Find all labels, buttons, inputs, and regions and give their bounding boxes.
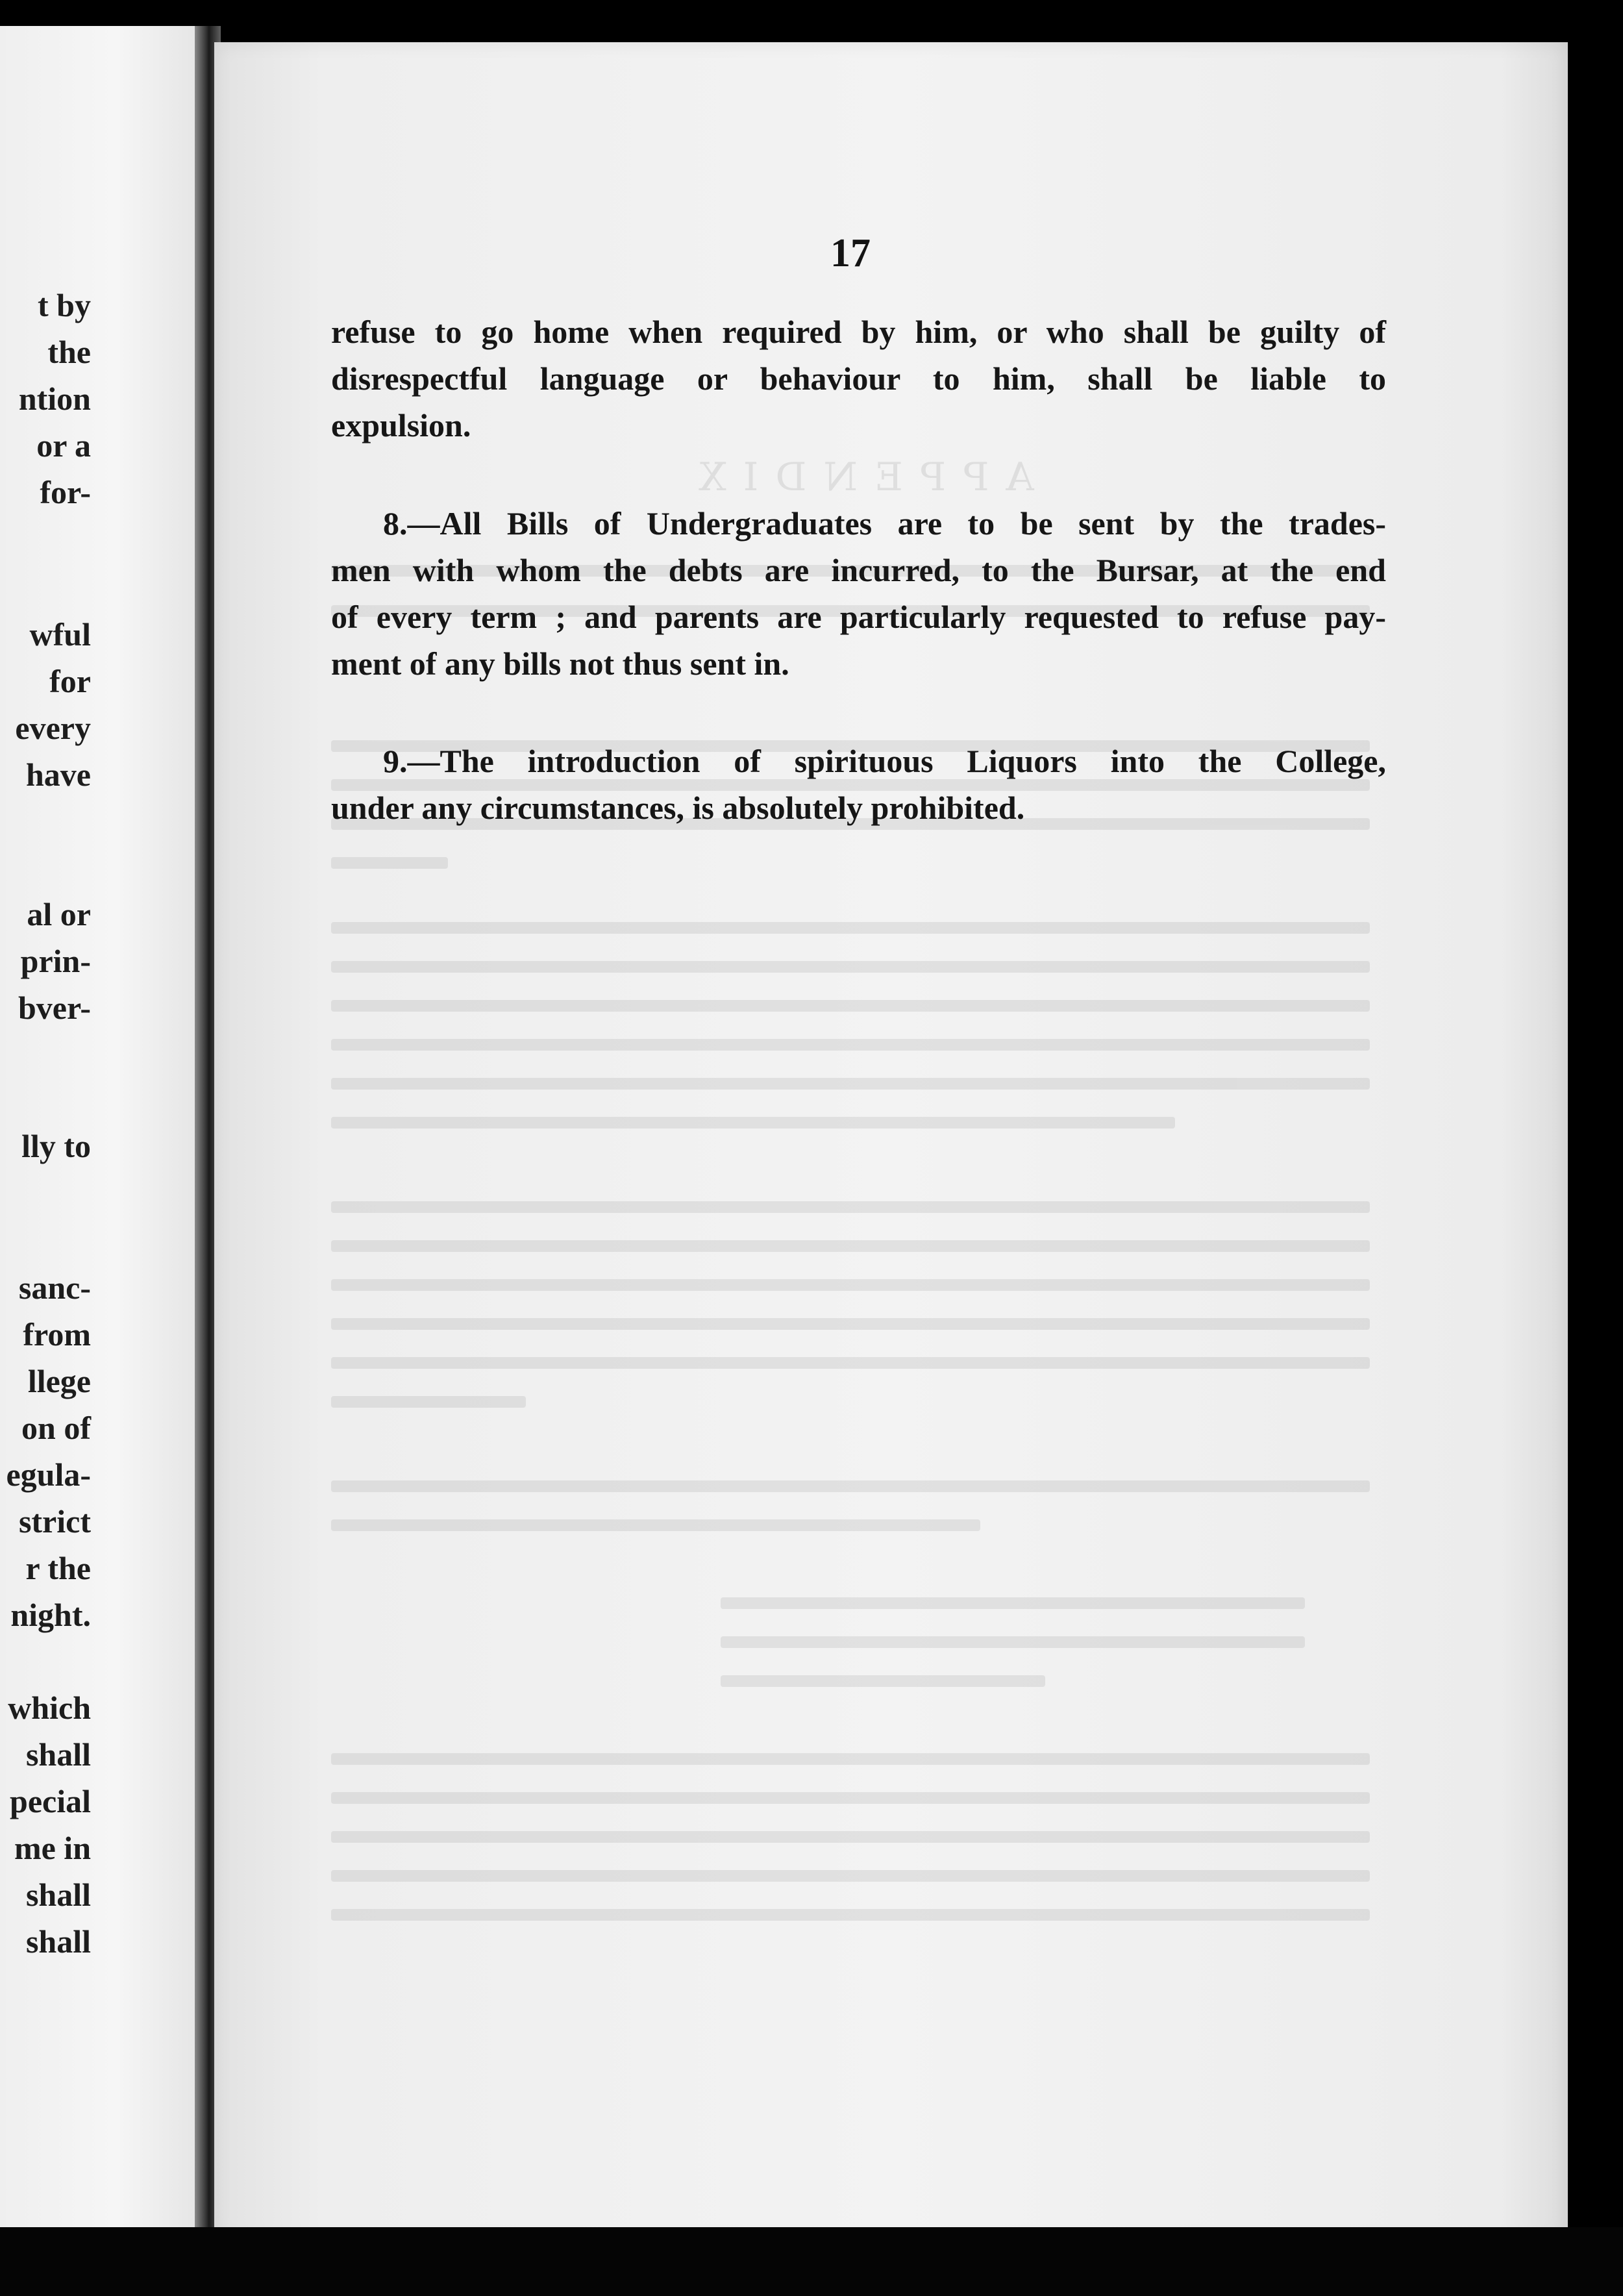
left-page-fragment: bver-	[18, 990, 91, 1026]
text-line: 9.—The introduction of spirituous Liquors into the College,	[383, 743, 1386, 779]
left-page-fragment: shall	[25, 1736, 91, 1773]
left-page-fragment: me in	[14, 1830, 91, 1866]
left-page-fragment: shall	[25, 1923, 91, 1960]
text-line: ment of any bills not thus sent in.	[331, 645, 789, 682]
left-page-fragment: r the	[25, 1550, 91, 1586]
page-number: 17	[830, 231, 871, 275]
left-page-fragment: night.	[10, 1597, 91, 1633]
paragraph-rule-9	[331, 738, 1386, 831]
left-page-fragment: ntion	[18, 381, 91, 417]
left-page-fragment: prin-	[20, 943, 91, 979]
left-page-fragment: strict	[18, 1503, 91, 1540]
left-page-fragment: for	[49, 663, 91, 699]
left-page-fragment: have	[26, 756, 91, 793]
text-line: men with whom the debts are incurred, to the Bursar, at the end	[331, 552, 1386, 588]
left-page-fragment: shall	[25, 1877, 91, 1913]
left-page-fragment: every	[15, 710, 91, 746]
left-page-fragment: pecial	[10, 1783, 91, 1819]
scan-bottom-edge	[0, 2227, 1623, 2296]
left-page-fragment: for-	[40, 474, 91, 510]
left-page-fragment: egula-	[6, 1456, 91, 1493]
text-line: disrespectful language or behaviour to him, shall be liable to	[331, 360, 1386, 397]
text-line: under any circumstances, is absolutely prohibited.	[331, 790, 1025, 826]
text-line: 8.—All Bills of Undergraduates are to be sent by the trades-	[383, 505, 1386, 542]
paragraph-rule-7-continuation	[331, 308, 1386, 449]
left-page-fragment: which	[8, 1690, 91, 1726]
text-line: of every term ; and parents are particularly requested to refuse pay-	[331, 599, 1386, 635]
text-line: expulsion.	[331, 407, 471, 443]
left-page-fragment: the	[47, 334, 91, 370]
left-page-fragment: al or	[27, 896, 91, 932]
paragraph-rule-8	[331, 500, 1386, 687]
left-page-fragment: wful	[29, 616, 91, 653]
text-line: refuse to go home when required by him, or who shall be guilty of	[331, 314, 1386, 350]
left-page-fragment: on of	[21, 1410, 91, 1446]
left-page-fragment: t by	[38, 287, 91, 323]
left-page-fragment: or a	[36, 427, 91, 464]
left-page-fragment: sanc-	[18, 1269, 91, 1306]
left-page-fragment: from	[23, 1316, 91, 1353]
left-page-fragment: llege	[27, 1363, 91, 1399]
left-page-fragment: lly to	[21, 1128, 91, 1164]
previous-page-fragment	[0, 26, 195, 2227]
